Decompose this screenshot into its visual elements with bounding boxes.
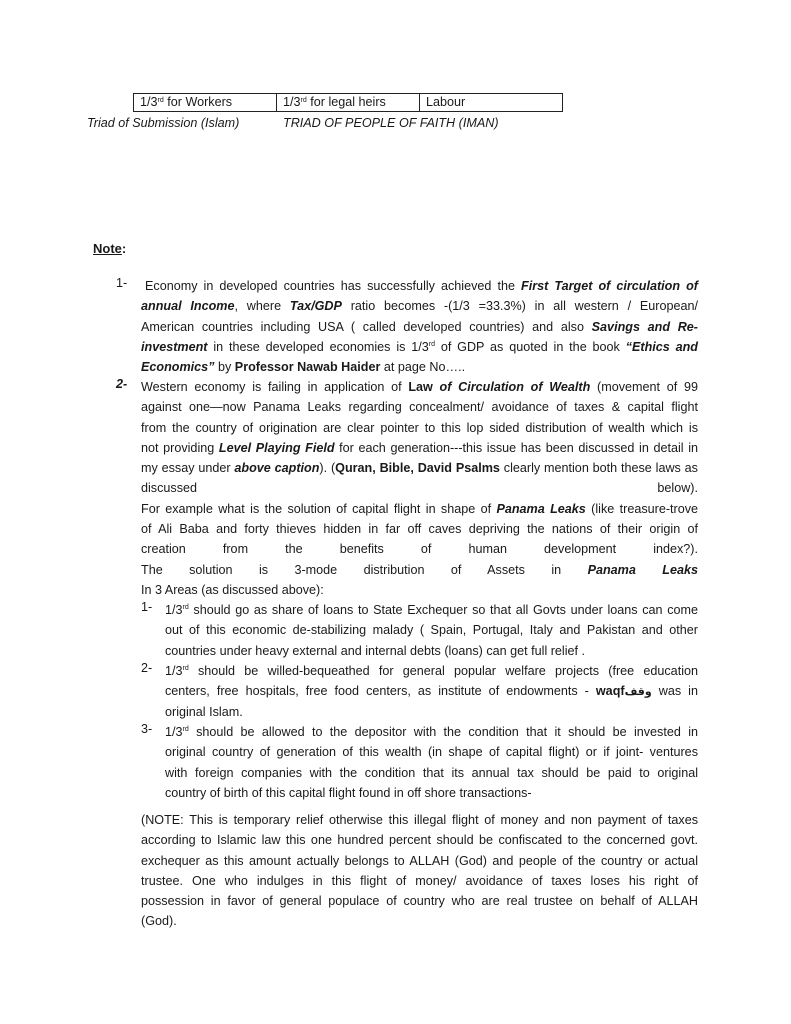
text-line: [141, 519, 698, 539]
cell-text: Labour: [426, 95, 466, 109]
text-run: from the country of origination are clear pointer to this lop sided distribution of wealth which is: [141, 420, 698, 435]
emphasis-text: Level Playing Field: [218, 440, 335, 455]
text-line: [141, 397, 698, 417]
text-line: [141, 810, 698, 830]
emphasis-text: Savings and Re-: [591, 319, 698, 334]
cell-text: for legal heirs: [306, 95, 386, 109]
text-run: Western economy is failing in application of: [141, 380, 409, 394]
list-number-1: 1-: [116, 276, 128, 290]
text-run: against one—now Panama Leaks regarding concealment/ avoidance of taxes & capital flight: [141, 400, 698, 415]
text-run: For example what is the solution of capital flight in shape of: [141, 501, 497, 516]
superscript: rd: [182, 604, 189, 611]
triad-table: [133, 93, 563, 112]
emphasis-text: Panama Leaks: [496, 501, 586, 516]
text-run: ). (: [319, 461, 336, 476]
text-line: [141, 296, 698, 316]
emphasis-text: annual Income: [141, 299, 235, 314]
cell-text: 1/3: [140, 95, 158, 109]
superscript: rd: [300, 97, 307, 104]
text-line: [141, 830, 698, 850]
list-number-2: 2-: [116, 377, 128, 391]
emphasis-text: “Ethics and: [625, 339, 698, 354]
text-run: with foreign companies with the condition that its annual tax should be paid to original: [165, 765, 698, 780]
text-run: 1/3: [165, 603, 183, 617]
sub-item-2: [165, 661, 698, 722]
bold-text: Law: [408, 380, 440, 394]
bold-text: waqf: [595, 684, 625, 699]
sub-item-1: [165, 600, 698, 661]
text-run: ratio becomes -(1/3 =33.3%) in all western / European/: [341, 299, 698, 314]
superscript: rd: [182, 726, 189, 733]
superscript: rd: [157, 97, 164, 104]
text-line: [165, 681, 698, 701]
text-run: centers, free hospitals, free food centers, as institute of endowments -: [165, 684, 596, 699]
text-run: according to Islamic law this one hundred percent should be confiscated to the concerned govt.: [141, 833, 698, 848]
table-cell-labour: [420, 94, 563, 112]
sublist-number-1: 1-: [141, 600, 153, 614]
text-run: in these developed economies is 1/3: [207, 339, 429, 354]
text-run: of GDP as quoted in the book: [434, 339, 626, 354]
text-line: [141, 851, 698, 871]
text-run: In 3 Areas (as discussed above):: [141, 582, 324, 597]
text-line: [165, 763, 698, 783]
text-run: out of this economic de-stabilizing malady ( Spain, Portugal, Italy and Pakistan and other: [165, 623, 698, 638]
emphasis-text: Panama Leaks: [587, 562, 699, 577]
text-line: [141, 499, 698, 519]
text-run: 1/3: [165, 725, 183, 739]
text-line: [141, 539, 698, 559]
cell-text: 1/3: [283, 95, 301, 109]
text-run: by: [214, 360, 235, 375]
text-line: [141, 560, 698, 580]
table-cell-legal-heirs: [277, 94, 420, 112]
text-line: [165, 783, 698, 803]
text-line: [165, 600, 698, 620]
text-line: [141, 317, 698, 337]
triad-table-row: [134, 94, 563, 112]
text-line: [165, 661, 698, 681]
text-line: [141, 337, 698, 357]
text-run: , where: [234, 299, 290, 314]
text-run: should be allowed to the depositor with the condition that it should be invested in: [188, 725, 698, 739]
table-cell-workers: [134, 94, 277, 112]
text-line: [141, 911, 698, 931]
text-line: [141, 357, 698, 377]
note-heading-text: Note: [93, 241, 122, 256]
caption-triad-of-faith: TRIAD OF PEOPLE OF FAITH (IMAN): [283, 116, 499, 130]
text-run: original Islam.: [165, 704, 243, 719]
text-line: [141, 438, 698, 458]
emphasis-text: Tax/GDP: [289, 299, 342, 314]
text-run: was in: [651, 684, 698, 699]
text-run: trustee. One who indulges in this flight of money/ avoidance of taxes loses his right of: [141, 873, 698, 888]
emphasis-text: investment: [141, 339, 208, 354]
superscript: rd: [182, 665, 189, 672]
text-run: should go as share of loans to State Exchequer so that all Govts under loans can come: [188, 603, 698, 617]
text-line: [141, 377, 698, 397]
caption-triad-of-submission: Triad of Submission (Islam): [87, 116, 240, 130]
bold-text: Quran, Bible, David Psalms: [335, 461, 500, 476]
text-run: (like treasure-trove: [585, 501, 699, 516]
text-run: should be willed-bequeathed for general popular welfare projects (free education: [188, 664, 698, 678]
text-run: discussed below).: [141, 481, 698, 496]
text-run: at page No…..: [380, 360, 466, 375]
text-run: (NOTE: This is temporary relief otherwise this illegal flight of money and non payment of taxes: [141, 813, 698, 827]
note-colon: :: [121, 241, 127, 256]
text-line: [141, 891, 698, 911]
text-run: possession in favor of general populace of country who are real trustee on behalf of ALLAH: [141, 894, 698, 909]
text-run: 1/3: [165, 664, 183, 678]
text-run: (movement of 99: [590, 380, 698, 394]
sublist-number-3: 3-: [141, 722, 153, 736]
text-line: [165, 722, 698, 742]
text-run: (God).: [141, 914, 177, 929]
text-line: [141, 871, 698, 891]
emphasis-text: of Circulation of Wealth: [439, 380, 591, 394]
sub-item-3: [165, 722, 698, 803]
text-run: exchequer as this amount actually belongs to ALLAH (God) and people of the country or actual: [141, 853, 698, 868]
text-line: [141, 276, 698, 296]
text-line: [141, 580, 698, 600]
closing-note: [141, 810, 698, 932]
text-run: of Ali Baba and forty thieves hidden in far off caves depriving the nations of their origin of: [141, 522, 698, 537]
text-line: [141, 478, 698, 498]
emphasis-text: above caption: [234, 461, 320, 476]
text-run: for each generation---this issue has been discussed in detail in: [334, 440, 698, 455]
text-line: [141, 458, 698, 478]
text-run: The solution is 3-mode distribution of Assets in: [141, 562, 588, 577]
text-line: [165, 620, 698, 640]
text-run: not providing: [141, 440, 219, 455]
cell-text: for Workers: [163, 95, 233, 109]
text-line: [165, 702, 698, 722]
note-item-2: [141, 377, 698, 600]
superscript: rd: [428, 340, 435, 348]
text-run: American countries including USA ( called developed countries) and also: [141, 319, 592, 334]
text-run: Economy in developed countries has successfully achieved the: [145, 279, 522, 293]
text-run: countries under heavy external and internal debts (loans) can get full relief .: [165, 643, 586, 658]
text-line: [141, 418, 698, 438]
note-item-1: [141, 276, 698, 377]
emphasis-text: Economics”: [141, 360, 215, 375]
text-line: [165, 641, 698, 661]
bold-text: Professor Nawab Haider: [234, 360, 381, 375]
text-run: creation from the benefits of human development index?).: [141, 542, 698, 557]
text-run: my essay under: [141, 461, 235, 476]
emphasis-text: First Target of circulation of: [521, 279, 698, 293]
text-run: original country of generation of this wealth (in shape of capital flight) or if joint- ventures: [165, 745, 698, 760]
text-run: country of birth of this capital flight found in off shore transactions-: [165, 785, 532, 800]
sublist-number-2: 2-: [141, 661, 153, 675]
text-run: clearly mention both these laws as: [499, 461, 698, 476]
arabic-word-waqf: وقف: [624, 685, 652, 699]
note-heading: [93, 241, 126, 256]
text-line: [165, 742, 698, 762]
